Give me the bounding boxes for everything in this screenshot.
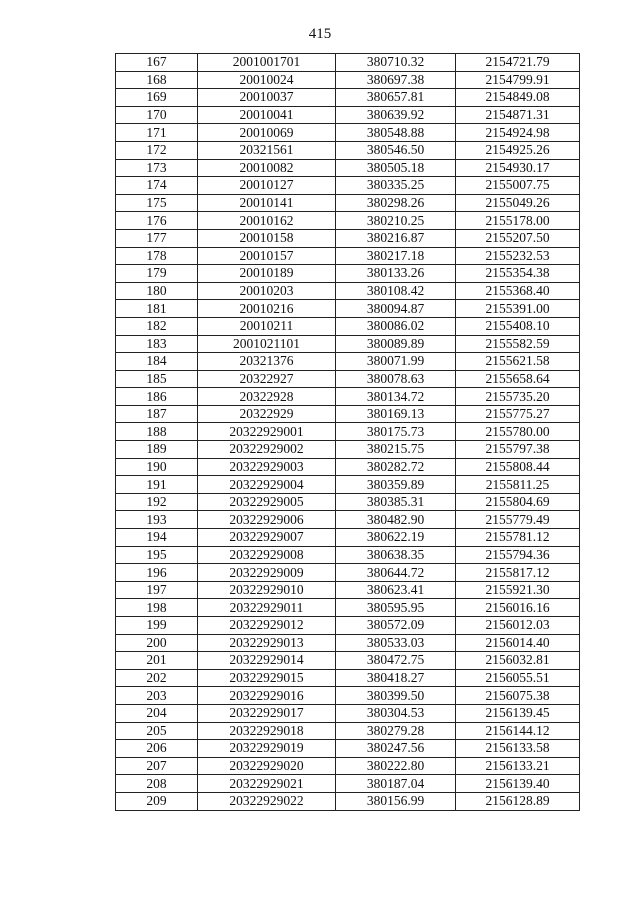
point-id-cell: 20322929004 <box>198 476 336 494</box>
y-coordinate-cell: 2155178.00 <box>456 212 580 230</box>
x-coordinate-cell: 380094.87 <box>336 300 456 318</box>
point-number-cell: 184 <box>116 353 198 371</box>
point-number-cell: 169 <box>116 89 198 107</box>
y-coordinate-cell: 2156133.21 <box>456 757 580 775</box>
y-coordinate-cell: 2155049.26 <box>456 194 580 212</box>
table-row <box>116 159 580 177</box>
x-coordinate-cell: 380222.80 <box>336 757 456 775</box>
table-row <box>116 405 580 423</box>
point-id-cell: 20010189 <box>198 265 336 283</box>
point-number-cell: 178 <box>116 247 198 265</box>
point-id-cell: 20322929012 <box>198 617 336 635</box>
point-id-cell: 20322929001 <box>198 423 336 441</box>
y-coordinate-cell: 2155007.75 <box>456 177 580 195</box>
x-coordinate-cell: 380639.92 <box>336 106 456 124</box>
point-id-cell: 20010037 <box>198 89 336 107</box>
x-coordinate-cell: 380247.56 <box>336 740 456 758</box>
x-coordinate-cell: 380282.72 <box>336 458 456 476</box>
table-row <box>116 177 580 195</box>
table-row <box>116 54 580 72</box>
y-coordinate-cell: 2156139.40 <box>456 775 580 793</box>
y-coordinate-cell: 2155811.25 <box>456 476 580 494</box>
point-id-cell: 20010162 <box>198 212 336 230</box>
point-number-cell: 190 <box>116 458 198 476</box>
x-coordinate-cell: 380472.75 <box>336 652 456 670</box>
y-coordinate-cell: 2154930.17 <box>456 159 580 177</box>
point-number-cell: 185 <box>116 370 198 388</box>
y-coordinate-cell: 2156144.12 <box>456 722 580 740</box>
y-coordinate-cell: 2155808.44 <box>456 458 580 476</box>
point-id-cell: 20322929010 <box>198 581 336 599</box>
x-coordinate-cell: 380187.04 <box>336 775 456 793</box>
point-number-cell: 188 <box>116 423 198 441</box>
point-number-cell: 199 <box>116 617 198 635</box>
x-coordinate-cell: 380623.41 <box>336 581 456 599</box>
x-coordinate-cell: 380505.18 <box>336 159 456 177</box>
table-row <box>116 247 580 265</box>
x-coordinate-cell: 380304.53 <box>336 704 456 722</box>
point-number-cell: 203 <box>116 687 198 705</box>
point-number-cell: 173 <box>116 159 198 177</box>
x-coordinate-cell: 380215.75 <box>336 441 456 459</box>
y-coordinate-cell: 2154799.91 <box>456 71 580 89</box>
point-number-cell: 208 <box>116 775 198 793</box>
point-id-cell: 20321376 <box>198 353 336 371</box>
y-coordinate-cell: 2155921.30 <box>456 581 580 599</box>
point-id-cell: 20322929009 <box>198 564 336 582</box>
table-row <box>116 775 580 793</box>
y-coordinate-cell: 2155817.12 <box>456 564 580 582</box>
y-coordinate-cell: 2156075.38 <box>456 687 580 705</box>
x-coordinate-cell: 380399.50 <box>336 687 456 705</box>
y-coordinate-cell: 2155232.53 <box>456 247 580 265</box>
point-number-cell: 172 <box>116 141 198 159</box>
y-coordinate-cell: 2155207.50 <box>456 229 580 247</box>
point-id-cell: 20010211 <box>198 317 336 335</box>
x-coordinate-cell: 380418.27 <box>336 669 456 687</box>
x-coordinate-cell: 380533.03 <box>336 634 456 652</box>
point-number-cell: 209 <box>116 792 198 810</box>
y-coordinate-cell: 2154849.08 <box>456 89 580 107</box>
x-coordinate-cell: 380216.87 <box>336 229 456 247</box>
point-id-cell: 20322929006 <box>198 511 336 529</box>
point-number-cell: 181 <box>116 300 198 318</box>
point-id-cell: 20322929021 <box>198 775 336 793</box>
x-coordinate-cell: 380385.31 <box>336 493 456 511</box>
x-coordinate-cell: 380156.99 <box>336 792 456 810</box>
table-row <box>116 441 580 459</box>
table-row <box>116 740 580 758</box>
table-row <box>116 757 580 775</box>
point-id-cell: 20322929022 <box>198 792 336 810</box>
point-id-cell: 2001021101 <box>198 335 336 353</box>
x-coordinate-cell: 380622.19 <box>336 529 456 547</box>
table-row <box>116 370 580 388</box>
point-number-cell: 170 <box>116 106 198 124</box>
x-coordinate-cell: 380638.35 <box>336 546 456 564</box>
point-number-cell: 179 <box>116 265 198 283</box>
point-id-cell: 20010158 <box>198 229 336 247</box>
table-row <box>116 529 580 547</box>
x-coordinate-cell: 380697.38 <box>336 71 456 89</box>
x-coordinate-cell: 380298.26 <box>336 194 456 212</box>
y-coordinate-cell: 2154871.31 <box>456 106 580 124</box>
point-id-cell: 20322929018 <box>198 722 336 740</box>
x-coordinate-cell: 380359.89 <box>336 476 456 494</box>
table-row <box>116 300 580 318</box>
table-row <box>116 546 580 564</box>
point-number-cell: 196 <box>116 564 198 582</box>
point-number-cell: 177 <box>116 229 198 247</box>
y-coordinate-cell: 2156012.03 <box>456 617 580 635</box>
y-coordinate-cell: 2155779.49 <box>456 511 580 529</box>
point-id-cell: 20010216 <box>198 300 336 318</box>
point-id-cell: 20010069 <box>198 124 336 142</box>
point-id-cell: 20010127 <box>198 177 336 195</box>
point-number-cell: 193 <box>116 511 198 529</box>
x-coordinate-cell: 380210.25 <box>336 212 456 230</box>
point-number-cell: 175 <box>116 194 198 212</box>
point-number-cell: 191 <box>116 476 198 494</box>
x-coordinate-cell: 380086.02 <box>336 317 456 335</box>
x-coordinate-cell: 380548.88 <box>336 124 456 142</box>
point-number-cell: 206 <box>116 740 198 758</box>
x-coordinate-cell: 380279.28 <box>336 722 456 740</box>
x-coordinate-cell: 380217.18 <box>336 247 456 265</box>
y-coordinate-cell: 2155780.00 <box>456 423 580 441</box>
coordinates-table <box>115 53 580 811</box>
y-coordinate-cell: 2156032.81 <box>456 652 580 670</box>
y-coordinate-cell: 2155794.36 <box>456 546 580 564</box>
table-row <box>116 282 580 300</box>
y-coordinate-cell: 2156014.40 <box>456 634 580 652</box>
y-coordinate-cell: 2156055.51 <box>456 669 580 687</box>
point-number-cell: 205 <box>116 722 198 740</box>
point-number-cell: 176 <box>116 212 198 230</box>
y-coordinate-cell: 2154925.26 <box>456 141 580 159</box>
point-number-cell: 195 <box>116 546 198 564</box>
table-row <box>116 71 580 89</box>
point-id-cell: 20322929003 <box>198 458 336 476</box>
point-number-cell: 189 <box>116 441 198 459</box>
x-coordinate-cell: 380657.81 <box>336 89 456 107</box>
y-coordinate-cell: 2154721.79 <box>456 54 580 72</box>
x-coordinate-cell: 380482.90 <box>336 511 456 529</box>
table-row <box>116 511 580 529</box>
y-coordinate-cell: 2155391.00 <box>456 300 580 318</box>
table-row <box>116 704 580 722</box>
point-id-cell: 20322929007 <box>198 529 336 547</box>
point-number-cell: 207 <box>116 757 198 775</box>
point-id-cell: 20010082 <box>198 159 336 177</box>
y-coordinate-cell: 2156133.58 <box>456 740 580 758</box>
table-row <box>116 652 580 670</box>
table-row <box>116 212 580 230</box>
table-row <box>116 141 580 159</box>
point-id-cell: 20322929015 <box>198 669 336 687</box>
point-id-cell: 20321561 <box>198 141 336 159</box>
table-row <box>116 634 580 652</box>
point-id-cell: 20322929002 <box>198 441 336 459</box>
x-coordinate-cell: 380595.95 <box>336 599 456 617</box>
table-row <box>116 687 580 705</box>
y-coordinate-cell: 2155408.10 <box>456 317 580 335</box>
x-coordinate-cell: 380071.99 <box>336 353 456 371</box>
table-row <box>116 722 580 740</box>
x-coordinate-cell: 380710.32 <box>336 54 456 72</box>
point-id-cell: 20322929008 <box>198 546 336 564</box>
table-row <box>116 194 580 212</box>
point-number-cell: 168 <box>116 71 198 89</box>
point-id-cell: 20010141 <box>198 194 336 212</box>
table-row <box>116 388 580 406</box>
table-row <box>116 581 580 599</box>
coordinates-table-body <box>116 54 580 811</box>
y-coordinate-cell: 2154924.98 <box>456 124 580 142</box>
point-number-cell: 202 <box>116 669 198 687</box>
y-coordinate-cell: 2155781.12 <box>456 529 580 547</box>
table-row <box>116 458 580 476</box>
table-row <box>116 669 580 687</box>
point-id-cell: 20010041 <box>198 106 336 124</box>
y-coordinate-cell: 2156139.45 <box>456 704 580 722</box>
y-coordinate-cell: 2156128.89 <box>456 792 580 810</box>
point-id-cell: 20322929017 <box>198 704 336 722</box>
y-coordinate-cell: 2155735.20 <box>456 388 580 406</box>
y-coordinate-cell: 2155621.58 <box>456 353 580 371</box>
point-number-cell: 200 <box>116 634 198 652</box>
table-row <box>116 89 580 107</box>
point-id-cell: 20322929020 <box>198 757 336 775</box>
table-row <box>116 493 580 511</box>
point-number-cell: 192 <box>116 493 198 511</box>
y-coordinate-cell: 2155658.64 <box>456 370 580 388</box>
table-row <box>116 106 580 124</box>
y-coordinate-cell: 2156016.16 <box>456 599 580 617</box>
table-row <box>116 599 580 617</box>
point-id-cell: 20322927 <box>198 370 336 388</box>
y-coordinate-cell: 2155797.38 <box>456 441 580 459</box>
point-number-cell: 197 <box>116 581 198 599</box>
point-id-cell: 20322929016 <box>198 687 336 705</box>
x-coordinate-cell: 380546.50 <box>336 141 456 159</box>
y-coordinate-cell: 2155775.27 <box>456 405 580 423</box>
point-number-cell: 201 <box>116 652 198 670</box>
point-number-cell: 171 <box>116 124 198 142</box>
y-coordinate-cell: 2155582.59 <box>456 335 580 353</box>
point-number-cell: 194 <box>116 529 198 547</box>
page-number: 415 <box>308 26 332 42</box>
table-row <box>116 353 580 371</box>
table-row <box>116 335 580 353</box>
x-coordinate-cell: 380134.72 <box>336 388 456 406</box>
point-id-cell: 20322929 <box>198 405 336 423</box>
point-number-cell: 182 <box>116 317 198 335</box>
point-number-cell: 180 <box>116 282 198 300</box>
point-number-cell: 186 <box>116 388 198 406</box>
point-number-cell: 167 <box>116 54 198 72</box>
y-coordinate-cell: 2155354.38 <box>456 265 580 283</box>
table-row <box>116 476 580 494</box>
point-id-cell: 20322929005 <box>198 493 336 511</box>
point-id-cell: 20322929014 <box>198 652 336 670</box>
point-id-cell: 20322929011 <box>198 599 336 617</box>
point-number-cell: 187 <box>116 405 198 423</box>
table-row <box>116 265 580 283</box>
x-coordinate-cell: 380089.89 <box>336 335 456 353</box>
table-row <box>116 423 580 441</box>
point-id-cell: 20010157 <box>198 247 336 265</box>
x-coordinate-cell: 380169.13 <box>336 405 456 423</box>
point-number-cell: 204 <box>116 704 198 722</box>
point-id-cell: 2001001701 <box>198 54 336 72</box>
point-id-cell: 20010024 <box>198 71 336 89</box>
table-row <box>116 124 580 142</box>
x-coordinate-cell: 380078.63 <box>336 370 456 388</box>
table-row <box>116 617 580 635</box>
x-coordinate-cell: 380133.26 <box>336 265 456 283</box>
table-row <box>116 317 580 335</box>
point-id-cell: 20322928 <box>198 388 336 406</box>
table-row <box>116 564 580 582</box>
point-id-cell: 20322929019 <box>198 740 336 758</box>
y-coordinate-cell: 2155368.40 <box>456 282 580 300</box>
y-coordinate-cell: 2155804.69 <box>456 493 580 511</box>
point-number-cell: 174 <box>116 177 198 195</box>
x-coordinate-cell: 380175.73 <box>336 423 456 441</box>
point-number-cell: 198 <box>116 599 198 617</box>
x-coordinate-cell: 380108.42 <box>336 282 456 300</box>
point-id-cell: 20322929013 <box>198 634 336 652</box>
table-row <box>116 229 580 247</box>
x-coordinate-cell: 380335.25 <box>336 177 456 195</box>
point-number-cell: 183 <box>116 335 198 353</box>
x-coordinate-cell: 380572.09 <box>336 617 456 635</box>
x-coordinate-cell: 380644.72 <box>336 564 456 582</box>
table-row <box>116 792 580 810</box>
point-id-cell: 20010203 <box>198 282 336 300</box>
